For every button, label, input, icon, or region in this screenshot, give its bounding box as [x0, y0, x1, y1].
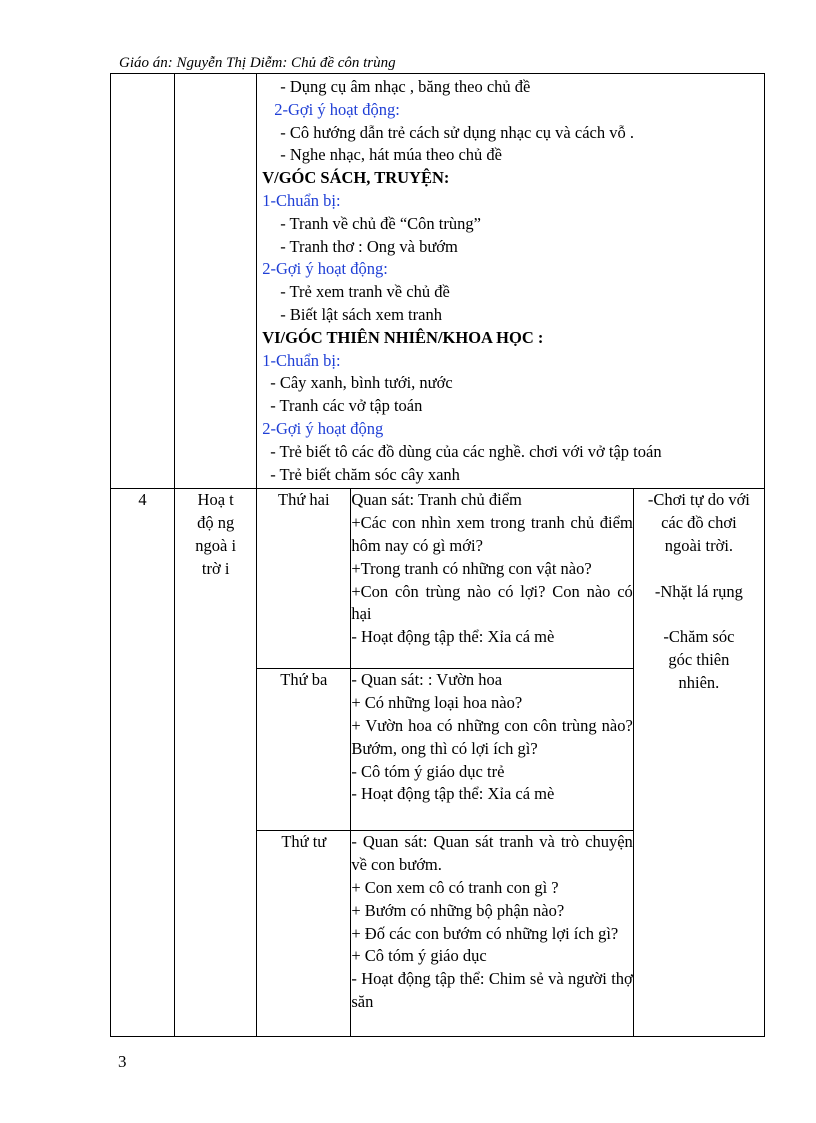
- area-line-3: ngoà i: [195, 535, 237, 555]
- spacer: [634, 558, 764, 581]
- tuesday-line-5: - Hoạt động tập thể: Xỉa cá mè: [351, 784, 555, 804]
- music-tool-line: - Dụng cụ âm nhạc , băng theo chủ đề: [280, 77, 531, 96]
- nature-corner-heading: VI/GÓC THIÊN NHIÊN/KHOA HỌC :: [262, 327, 544, 347]
- wednesday-line-4: + Đố các con bướm có những lợi ích gì?: [351, 923, 619, 943]
- monday-activities: [351, 489, 633, 669]
- free-play-line-2: các đồ chơi: [661, 513, 737, 533]
- tuesday-line-2: + Có những loại hoa nào?: [351, 693, 523, 713]
- table-row-monday: [111, 489, 765, 669]
- free-play-line-5: -Chăm sóc: [663, 627, 735, 647]
- corners-content-cell: [257, 74, 765, 489]
- nature-prep-line-2: - Tranh các vở tập toán: [270, 396, 423, 416]
- area-line-1: Hoạ t: [197, 490, 234, 510]
- wednesday-line-5: + Cô tóm ý giáo dục: [351, 946, 487, 966]
- row-number-cell: [111, 74, 175, 489]
- page-number: 3: [118, 1052, 127, 1071]
- nature-suggest-line-2: - Trẻ biết chăm sóc cây xanh: [270, 464, 460, 484]
- area-cell: [175, 74, 257, 489]
- music-suggest-line-1: - Cô hướng dẫn trẻ cách sử dụng nhạc cụ và cách vỗ .: [280, 122, 634, 142]
- day-wednesday: [257, 831, 351, 1037]
- monday-line-1: Quan sát: Tranh chủ điểm: [351, 490, 522, 510]
- tuesday-line-4: - Cô tóm ý giáo dục trẻ: [351, 761, 505, 781]
- area-line-2: độ ng: [197, 513, 235, 533]
- book-prep-line-1: - Tranh về chủ đề “Côn trùng”: [280, 213, 481, 233]
- book-prep-heading: 1-Chuẩn bị:: [262, 190, 341, 210]
- day-tuesday: [257, 669, 351, 831]
- day-monday-label: Thứ hai: [278, 490, 330, 510]
- tuesday-activities: [351, 669, 633, 831]
- free-play-line-3: ngoài trời.: [664, 535, 734, 555]
- monday-line-5: - Hoạt động tập thể: Xỉa cá mè: [351, 627, 555, 647]
- area-line-4: trờ i: [201, 558, 230, 578]
- table-row-corners: [111, 74, 765, 489]
- tuesday-line-3: + Vườn hoa có những con côn trùng nào? Bướm, ong thì có lợi ích gì?: [351, 715, 633, 758]
- nature-prep-line-1: - Cây xanh, bình tưới, nước: [270, 373, 453, 393]
- spacer: [634, 603, 764, 626]
- music-suggest-heading: 2-Gợi ý hoạt động:: [274, 99, 400, 119]
- book-suggest-line-1: - Trẻ xem tranh về chủ đề: [280, 282, 450, 302]
- row-number-text: 4: [138, 490, 147, 510]
- monday-line-3: +Trong tranh có những con vật nào?: [351, 558, 592, 578]
- wednesday-activities: [351, 831, 633, 1037]
- lesson-plan-table: [110, 73, 765, 1037]
- music-suggest-line-2: - Nghe nhạc, hát múa theo chủ đề: [280, 145, 502, 165]
- free-play-line-6: góc thiên: [668, 649, 730, 669]
- free-play-line-1: -Chơi tự do với: [647, 490, 750, 510]
- day-wednesday-label: Thứ tư: [281, 832, 327, 852]
- wednesday-line-6: - Hoạt động tập thể: Chim sẻ và người thợ săn: [351, 969, 633, 1011]
- tuesday-line-1: - Quan sát: : Vườn hoa: [351, 670, 503, 690]
- wednesday-line-3: + Bướm có những bộ phận nào?: [351, 900, 565, 920]
- nature-prep-heading: 1-Chuẩn bị:: [262, 350, 341, 370]
- nature-suggest-line-1: - Trẻ biết tô các đồ dùng của các nghề. chơi với vở tập toán: [270, 441, 662, 461]
- free-play-line-4: -Nhặt lá rụng: [654, 581, 743, 601]
- monday-line-4: +Con côn trùng nào có lợi? Con nào có hại: [351, 581, 633, 624]
- wednesday-line-1: - Quan sát: Quan sát tranh và trò chuyện về con bướm.: [351, 832, 633, 875]
- free-play-cell: [633, 489, 764, 1037]
- wednesday-line-2: + Con xem cô có tranh con gì ?: [351, 877, 559, 897]
- day-monday: [257, 489, 351, 669]
- book-suggest-line-2: - Biết lật sách xem tranh: [280, 304, 442, 324]
- book-corner-heading: V/GÓC SÁCH, TRUYỆN:: [262, 168, 450, 188]
- page-header: Giáo án: Nguyễn Thị Diễm: Chủ đề côn trùng: [119, 55, 396, 71]
- day-tuesday-label: Thứ ba: [280, 670, 328, 690]
- book-prep-line-2: - Tranh thơ : Ong và bướm: [280, 236, 458, 256]
- monday-line-2: +Các con nhìn xem trong tranh chủ điểm hôm nay có gì mới?: [351, 513, 633, 555]
- free-play-line-7: nhiên.: [678, 672, 720, 692]
- outdoor-activity-label: [175, 489, 257, 1037]
- book-suggest-heading: 2-Gợi ý hoạt động:: [262, 259, 388, 279]
- row-number: [111, 489, 175, 1037]
- nature-suggest-heading: 2-Gợi ý hoạt động: [262, 418, 384, 438]
